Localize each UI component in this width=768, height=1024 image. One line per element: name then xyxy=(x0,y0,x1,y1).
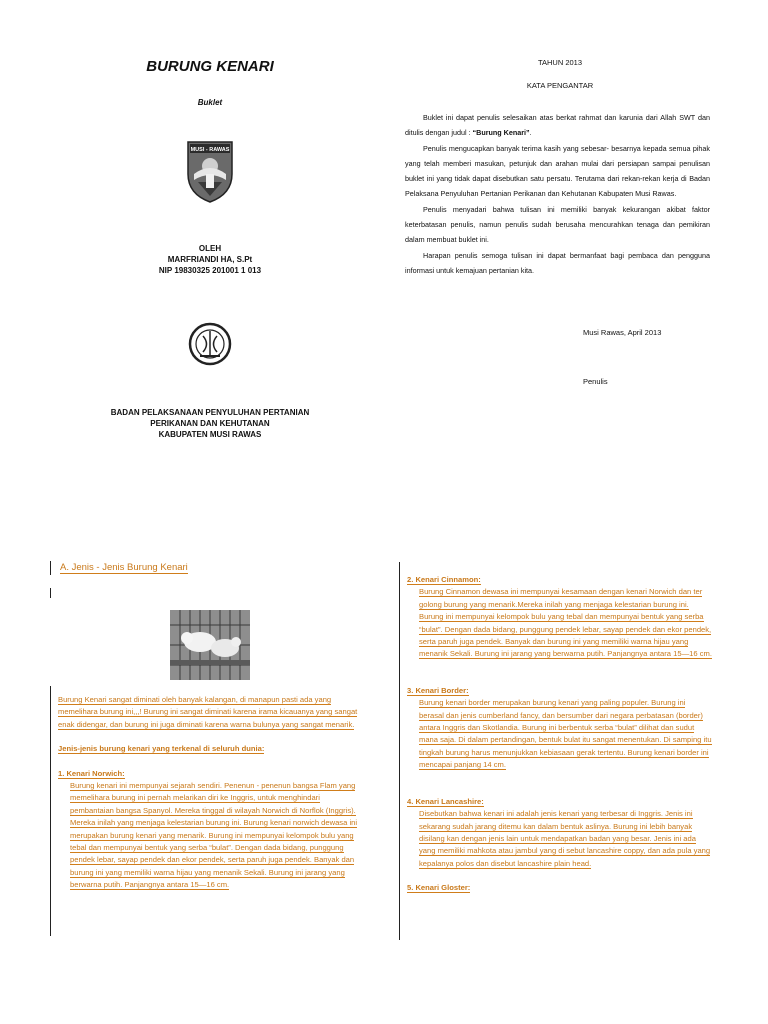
preface-paragraph-3: Penulis menyadari bahwa tulisan ini memiliki banyak kekurangan akibat faktor keterbatasan penulis, namun penulis sudah berusaha mencurahkan tenaga dan pemikiran dalam membuat buklet ini. xyxy=(405,204,710,245)
agency-block xyxy=(60,407,360,440)
item-1-body xyxy=(58,780,363,892)
item-1-text: Burung kenari ini mempunyai sejarah sendiri. Penenun - penenun bangsa Flam yang memelihara burung ini pernah melarikan diri ke Inggris, untuk menghindari pembantaian bangsa Spanyol. Mereka tinggal di wilayah Norwich di Norflok (Inggris). Mereka inilah yang menjaga kelestarian burung ini. Burung kenari norwich dewasa ini merupakan burung kenari yang menarik. Burung ini mempunyai kelompok bulu yang tebal dan mempunyai bentuk yang serba “bulat”. Dengan dada bidang, punggung pendek lebar, sayap pendek dan ekor pendek, serta paruh juga pendek. Banyak dan burung ini yang memiliki warna hijau yang menanik Sekali. Burung ini jarang yang berwarna putih. Panjangnya antara 15—16 cm. xyxy=(70,781,358,890)
place-date: Musi Rawas, April 2013 xyxy=(583,328,662,337)
preface-body xyxy=(405,110,710,278)
item-2-text: Burung Cinnamon dewasa ini mempunyai kesamaan dengan kenari Norwich dan ter golong burung yang menarik.Mereka inilah yang menjaga kelestarian burung ini. Burung ini mempunyai kelompok bulu yang tebal dan mempunyai bentuk yang serba “bulat”. Dengan dada bidang, punggung pendek lebar, sayap pendek dan ekor pendek, serta paruh juga pendek. Banyak dan burung ini yang memiliki warna hijau yang menanik Sekali. Burung ini jarang yang berwarna putih. Panjangnya antara 15—16 cm. xyxy=(419,587,712,659)
preface-p1-end: . xyxy=(529,128,532,138)
left-column-text xyxy=(58,694,363,892)
cover-title: BURUNG KENARI xyxy=(146,58,274,75)
cover-subtitle: Buklet xyxy=(197,98,223,107)
item-1-title: 1. Kenari Norwich: xyxy=(58,768,125,778)
item-5-title: 5. Kenari Gloster: xyxy=(407,883,471,893)
edit-bar xyxy=(50,561,51,575)
preface-paragraph-1 xyxy=(405,110,710,141)
signature: Penulis xyxy=(583,377,608,386)
preface-heading: KATA PENGANTAR xyxy=(526,81,594,90)
author-nip: NIP 19830325 201001 1 013 xyxy=(158,266,262,275)
preface-p1-text: Buklet ini dapat penulis selesaikan atas berkat rahmat dan karunia dari Allah SWT dan ditulis dengan judul : xyxy=(405,113,710,138)
agency-line-1: BADAN PELAKSANAAN PENYULUHAN PERTANIAN xyxy=(110,408,310,417)
canary-photo xyxy=(170,610,250,680)
item-2-body xyxy=(407,586,712,660)
item-4-title: 4. Kenari Lancashire: xyxy=(407,796,484,806)
author-name: MARFRIANDI HA, S.Pt xyxy=(167,255,253,264)
author-label: OLEH xyxy=(198,244,222,253)
right-column-text xyxy=(407,574,712,895)
musi-rawas-emblem xyxy=(186,140,234,204)
agency-seal xyxy=(188,322,232,366)
revision-bar-left xyxy=(50,686,51,936)
item-2-title: 2. Kenari Cinnamon: xyxy=(407,575,481,584)
agency-line-2: PERIKANAN DAN KEHUTANAN xyxy=(150,419,270,428)
item-3-text: Burung kenari border merupakan burung kenari yang paling populer. Burung ini berasal dan jenis cumberland fancy, dan bersumber dari negara perbatasan (border) antara Inggris dan Skotlandia. Burung ini berbentuk serba “bulat” dilihat dan sudut mana saja. Di dalam pertandingan, bentuk bulat itu sangat menentukan. Di samping itu tingkah burung harus menunjukkan kebiasaan gerak tertentu. Burung kenari border ini mencapai panjang 14 cm. xyxy=(419,698,712,770)
section-title-text: A. Jenis - Jenis Burung Kenari xyxy=(60,562,188,573)
emblem-text: MUSI - RAWAS xyxy=(190,147,230,153)
item-3-body xyxy=(407,697,712,771)
preface-paragraph-2: Penulis mengucapkan banyak terima kasih yang sebesar- besarnya kepada semua pihak yang telah memberi masukan, petunjuk dan arahan mulai dari persiapan sampai penulisan buklet ini yang tidak dapat disebutkan satu persatu. Terutama dari rekan-rekan kerja di Badan Pelaksana Penyuluhan Pertanian Perikanan dan Kehutanan Kabupaten Musi Rawas. xyxy=(405,143,710,199)
revision-bar-right xyxy=(399,562,400,940)
agency-line-3: KABUPATEN MUSI RAWAS xyxy=(158,430,262,439)
intro-paragraph: Burung Kenari sangat diminati oleh banyak kalangan, di manapun pasti ada yang memelihara burung ini,,,! Burung ini sangat diminati karena irama kicauanya yang sangat enak didengar, dan burung ini juga diminati karena warna bulunya yang sangat menarik. xyxy=(58,695,358,729)
item-3-title: 3. Kenari Border: xyxy=(407,685,469,695)
preface-paragraph-4: Harapan penulis semoga tulisan ini dapat bermanfaat bagi pembaca dan pengguna informasi untuk kemajuan pertanian kita. xyxy=(405,250,710,275)
list-heading: Jenis-jenis burung kenari yang terkenal di seluruh dunia: xyxy=(58,744,265,754)
book-title-inline: “Burung Kenari” xyxy=(472,128,530,138)
item-4-text: Disebutkan bahwa kenari ini adalah jenis kenari yang terbesar di Inggris. Jenis ini sekarang sudah jarang ditemu kan dalam bentuk aslinya. Burung ini lebih banyak disilang kan dengan jenis lain untuk mendapatkan badan yang besar. Jenis ini ada yang memiliki mahkota atau jambul yang di sebut lancashire coppy, dan ada pula yang kepalanya polos dan disebut lancashire plain head. xyxy=(419,809,711,868)
item-4-body xyxy=(407,808,712,870)
year-label: TAHUN 2013 xyxy=(537,58,583,67)
author-block xyxy=(100,243,320,276)
text-cursor xyxy=(50,588,51,598)
section-title xyxy=(60,562,188,573)
